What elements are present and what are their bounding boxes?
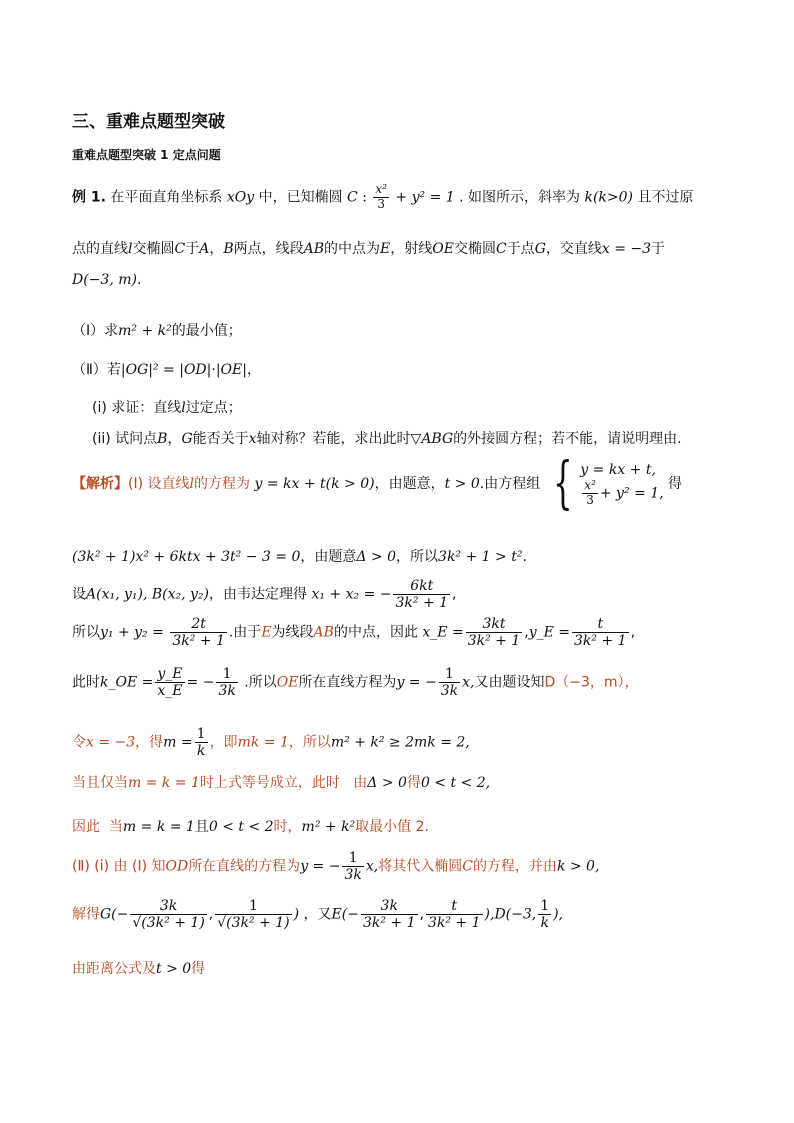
solution-tag: 【解析】 (72, 476, 128, 492)
numerator: 1 (439, 666, 460, 683)
text: 的方程，并由 (472, 858, 557, 875)
denominator: k (540, 915, 549, 932)
math: x, (365, 858, 379, 875)
math: 0 < t < 2 (208, 819, 274, 835)
math: D(−3, m) (72, 272, 137, 288)
text: 由方程组 (484, 476, 541, 492)
math: OE (276, 674, 299, 691)
solution-line-1 (72, 451, 683, 516)
math: + y² = 1, (599, 485, 664, 502)
text: 交椭圆 (453, 241, 496, 257)
question-2-i (92, 397, 242, 417)
math: E(− (331, 906, 359, 923)
numerator: 1 (196, 726, 206, 742)
example-line-3 (72, 272, 141, 288)
example-line-2 (72, 238, 665, 258)
text: 于点 (506, 241, 535, 257)
fraction (361, 898, 418, 931)
text: 轴对称？若能，求出此时 (256, 431, 411, 447)
math: x, (462, 674, 475, 691)
denominator: 3k (440, 683, 459, 700)
fraction (572, 616, 629, 649)
text: 由 (353, 775, 368, 791)
text: 当且仅当 (72, 775, 128, 791)
text: .由于 (228, 624, 262, 641)
math: x_E = (422, 624, 464, 641)
text: 取最小值 2. (355, 819, 429, 835)
text: 当 (108, 819, 123, 835)
fraction (538, 898, 551, 931)
text: . (136, 272, 142, 288)
text: ， (246, 362, 261, 378)
math: G (181, 431, 193, 447)
denominator: √(3k² + 1) (132, 915, 205, 932)
denominator: 3 (586, 492, 594, 507)
math: D(−3, (494, 906, 537, 923)
math: B (157, 431, 168, 447)
math: C (462, 858, 473, 875)
denominator: 3k (218, 683, 236, 700)
text: 所以 (72, 624, 100, 641)
fraction (130, 898, 206, 931)
numerator: 2t (170, 616, 227, 633)
text: 的方程为 (194, 476, 250, 492)
text: ，即 (209, 734, 238, 751)
brace-icon: { (552, 451, 573, 516)
text: 两点，线段 (233, 241, 304, 257)
text: 令 (72, 734, 86, 751)
section-title: 三、重难点题型突破 (72, 112, 225, 132)
text: 且 (194, 819, 209, 835)
text: ，所以 (288, 734, 331, 751)
denominator: 3k (344, 867, 362, 884)
text: 将其代入椭圆 (378, 858, 463, 875)
text: , (208, 906, 214, 923)
math: + y² = 1 (395, 189, 455, 206)
numerator: 6kt (393, 578, 450, 595)
system-row (580, 479, 663, 508)
math: m = k = 1 (128, 775, 200, 791)
numerator: 3k (361, 898, 418, 915)
math: A(x₁, y₁), B(x₂, y₂) (86, 586, 210, 603)
denominator: x_E (157, 683, 183, 700)
text: ， (167, 431, 182, 447)
math: Δ > 0 (367, 775, 407, 791)
numerator: 1 (540, 898, 550, 914)
denominator: k (196, 743, 206, 760)
math: mk = 1 (237, 734, 289, 751)
text: ，交直线 (545, 241, 602, 257)
math: |OG|² = |OD|·|OE| (120, 362, 247, 378)
system-row: y = kx + t, (580, 461, 656, 478)
question-2-ii (92, 428, 682, 448)
denominator: 3 (377, 196, 385, 211)
text: （Ⅰ）求 (72, 323, 119, 339)
denominator: 3k² + 1 (427, 915, 481, 932)
question-1 (72, 320, 242, 340)
text: D（−3，m）， (544, 674, 639, 691)
text: （Ⅱ）若 (72, 362, 121, 378)
math: k(k>0) (584, 189, 634, 206)
text: 交椭圆 (132, 241, 175, 257)
text: ，所以 (396, 549, 439, 565)
numerator: t (426, 898, 483, 915)
text: 的外接圆方程；若不能，请说明理由. (453, 431, 682, 447)
text: 时上式等号成立，此时 (199, 775, 340, 791)
math: ) (293, 906, 300, 923)
text: , (419, 906, 424, 923)
math: OE (432, 241, 454, 257)
math: l (189, 476, 194, 492)
math: y_E = (528, 624, 571, 641)
fraction (195, 726, 208, 759)
text: . 如图所示，斜率为 (459, 189, 581, 206)
solution-line-2 (72, 546, 527, 566)
denominator: 3k² + 1 (172, 633, 225, 650)
math: y = − (396, 674, 437, 691)
equation-system (580, 461, 663, 508)
denominator: 3k² + 1 (395, 595, 449, 612)
math: C (347, 189, 358, 206)
fraction (342, 850, 363, 883)
text: 于 (185, 241, 200, 257)
solution-line-8 (72, 816, 429, 836)
math: Δ > 0 (356, 549, 397, 565)
text: 的中点为 (324, 241, 381, 257)
text: 得 (668, 476, 683, 492)
text: (i) 求证：直线 (92, 400, 182, 416)
math: OD (165, 858, 189, 875)
text: 的中点，因此 (333, 624, 418, 641)
math: x₁ + x₂ = − (311, 586, 392, 603)
math: 3k² + 1 > t². (438, 549, 527, 565)
fraction (426, 898, 483, 931)
math: m = k = 1 (122, 819, 195, 835)
math: E (380, 241, 391, 257)
math: m = (163, 734, 193, 751)
fraction (439, 666, 460, 699)
fraction (155, 666, 184, 699)
math: k > 0, (556, 858, 600, 875)
solution-line-6 (72, 726, 470, 759)
math: G (534, 241, 546, 257)
text: (Ⅰ) 设直线 (128, 476, 190, 492)
text: .所以 (244, 674, 277, 691)
text: (Ⅱ) (i) 由 (Ⅰ) 知 (72, 858, 166, 875)
text: 的最小值； (171, 323, 242, 339)
denominator: √(3k² + 1) (217, 915, 290, 932)
math: ▽ABG (410, 431, 454, 447)
math: t > 0 (156, 961, 192, 977)
numerator: y_E (157, 666, 183, 682)
math: y = kx + t(k > 0) (254, 476, 375, 492)
numerator: x² (375, 182, 387, 196)
math: t > 0. (444, 476, 485, 492)
text: 点的直线 (72, 241, 128, 257)
math: C (495, 241, 507, 257)
text: 解得 (72, 906, 100, 923)
fraction (466, 616, 523, 649)
math: y = − (300, 858, 341, 875)
denominator: 3k² + 1 (467, 633, 521, 650)
text: , (630, 624, 636, 641)
solution-line-4 (72, 616, 635, 649)
math: m² + k² ≥ 2mk = 2, (330, 734, 470, 751)
math: x = −3 (86, 734, 136, 751)
numerator: 1 (342, 850, 363, 867)
question-2 (72, 359, 261, 379)
text: 由距离公式及 (72, 961, 156, 977)
math: xOy (226, 189, 255, 206)
text: 得 (406, 775, 421, 791)
fraction (582, 479, 598, 508)
math: m² + k² (301, 819, 356, 835)
text: ，由韦达定理得 (209, 586, 308, 603)
denominator: 3k² + 1 (362, 915, 416, 932)
fraction (216, 666, 237, 699)
math: l (128, 241, 133, 257)
math: x (248, 431, 257, 447)
solution-line-3 (72, 578, 456, 611)
solution-line-7 (72, 772, 490, 792)
example-label: 例 1. (72, 189, 106, 206)
math: = − (186, 674, 215, 691)
numerator: 1 (216, 666, 237, 683)
text: ，由题意， (374, 476, 445, 492)
text: 得 (191, 961, 206, 977)
text: 能否关于 (192, 431, 249, 447)
math: (3k² + 1)x² + 6ktx + 3t² − 3 = 0 (72, 549, 301, 565)
math: ), (484, 906, 495, 923)
text: 所在直线方程为 (298, 674, 397, 691)
text: ，又 (303, 906, 332, 923)
text: (ii) 试问点 (92, 431, 158, 447)
text: 在平面直角坐标系 (110, 189, 223, 206)
math: B (223, 241, 234, 257)
text: ，由题意 (300, 549, 357, 565)
solution-line-11 (72, 958, 205, 978)
example-line-1 (72, 183, 693, 212)
math: E (261, 624, 272, 641)
text: 又由题设知 (474, 674, 545, 691)
math: k_OE = (100, 674, 154, 691)
math: ), (553, 906, 564, 923)
text: 所在直线的方程为 (188, 858, 301, 875)
math: 0 < t < 2, (420, 775, 491, 791)
numerator: t (572, 616, 629, 633)
text: 过定点； (185, 400, 242, 416)
text: 设 (72, 586, 86, 603)
math: AB (313, 624, 334, 641)
fraction (170, 616, 227, 649)
fraction (373, 183, 389, 212)
text: 中，已知椭圆 (258, 189, 343, 206)
text: 为线段 (271, 624, 314, 641)
numerator: 3k (130, 898, 206, 915)
numerator: x² (584, 477, 596, 492)
math: : (362, 189, 367, 206)
solution-line-10 (72, 898, 563, 931)
math: C (174, 241, 186, 257)
subsection-title: 重难点题型突破 1 定点问题 (72, 148, 221, 162)
math: x = −3 (601, 241, 652, 257)
math: G(− (100, 906, 129, 923)
numerator: 3kt (466, 616, 523, 633)
denominator: 3k² + 1 (574, 633, 627, 650)
text: ，得 (135, 734, 164, 751)
text: 时， (273, 819, 302, 835)
text: 且不过原 (637, 189, 694, 206)
math: A (199, 241, 210, 257)
fraction (393, 578, 450, 611)
text: 于 (651, 241, 666, 257)
math: l (181, 400, 186, 416)
text: ，射线 (390, 241, 433, 257)
math: AB (303, 241, 325, 257)
math: y₁ + y₂ = (100, 624, 164, 641)
text: , (452, 586, 457, 603)
text: ， (209, 241, 224, 257)
numerator: 1 (215, 898, 291, 915)
solution-line-5 (72, 666, 639, 699)
text: , (524, 624, 529, 641)
text: 此时 (72, 674, 100, 691)
solution-line-9 (72, 850, 599, 883)
text: 因此 (72, 819, 100, 835)
math: m² + k² (118, 323, 172, 339)
fraction (215, 898, 291, 931)
